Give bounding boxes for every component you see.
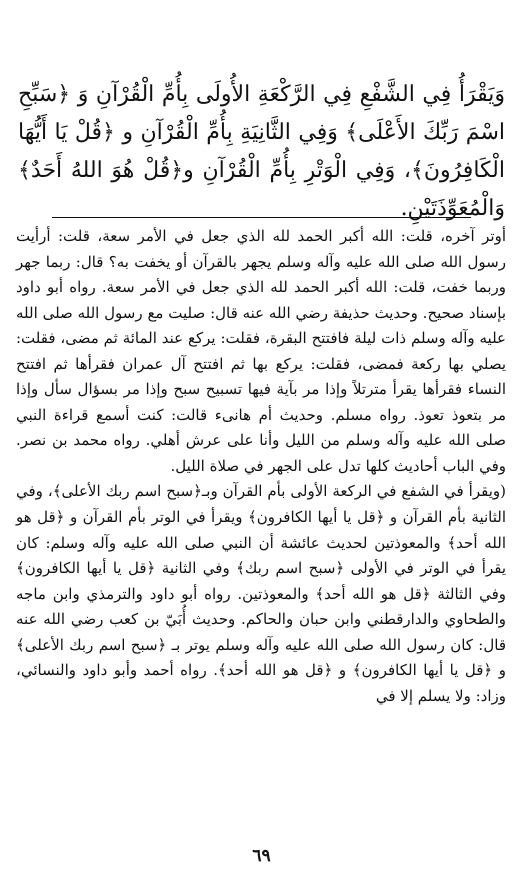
footnote-paragraph-1: أوتر آخره، قلت: الله أكبر الحمد لله الذي جعل في الأمر سعة، قلت: أرأيت رسول الله صلى الله عليه وآله وسلم يجهر بالقرآن أو يخفت به؟ قال: ربما جهر وربما خفت، قلت: الله أكبر الحمد لله الذي جعل في الأمر سعة. رواه أبو داود بإسناد صحيح. وحديث حذيفة رضي الله عنه قال: صليت مع رسول الله صلى الله عليه وآله وسلم ذات ليلة فافتتح البقرة، فقلت: يركع عند المائة ثم مضى، فقلت: يصلي بها ركعة فمضى، فقلت: يركع بها ثم افتتح آل عمران فقرأها ثم افتتح النساء فقرأها يقرأ مترتلاً وإذا مر بآية فيها تسبيح سبح وإذا مر بسؤال سأل وإذا مر بتعوذ تعوذ. رواه مسلم. وحديث أم هانىء قالت: كنت أسمع قراءة النبي صلى الله عليه وآله وسلم من الليل وأنا على عرش أهلي. رواه محمد بن نصر. وفي الباب أحاديث كلها تدل على الجهر في صلاة الليل. (16, 227, 506, 475)
page-number: ٦٩ (252, 846, 271, 866)
footnote-paragraph-2: (ويقرأ في الشفع في الركعة الأولى بأم القرآن وبـ﴿سبح اسم ربك الأعلى﴾، وفي الثانية بأم القرآن و ﴿قل يا أيها الكافرون﴾ ويقرأ في الوتر بأم القرآن و ﴿قل هو الله أحد﴾ والمعوذتين لحديث عائشة أن النبي صلى الله عليه وآله وسلم: كان يقرأ في الوتر في الأولى ﴿سبح اسم ربك﴾ وفي الثانية ﴿قل يا أيها الكافرون﴾ وفي الثالثة ﴿قل هو الله أحد﴾ والمعوذتين. رواه أبو داود والترمذي وابن ماجه والطحاوي والدارقطني وابن حبان والحاكم. وحديث أُبَيّ بن كعب رضي الله عنه قال: كان رسول الله صلى الله عليه وآله وسلم يوتر بـ ﴿سبح اسم ربك الأعلى﴾ و ﴿قل يا أيها الكافرون﴾ و ﴿قل هو الله أحد﴾. رواه أحمد وأبو داود والنسائي، وزاد: ولا يسلم إلا في (16, 482, 506, 705)
footnotes-block (16, 224, 506, 709)
main-text-paragraph: وَيَقْرَأُ فِي الشَّفْعِ فِي الرَّكْعَةِ الأُولَى بِأُمِّ الْقُرْآنِ وَ ﴿سَبِّحِ اسْمَ رَبِّكَ الأَعْلَى﴾ وَفِي الثَّانِيَةِ بِأُمِّ الْقُرْآنِ و ﴿قُلْ يَا أَيُّهَا الْكَافِرُونَ﴾، وَفِي الْوَتْرِ بِأُمِّ الْقُرْآنِ و﴿قُلْ هُوَ اللهُ أَحَدٌ﴾ وَالْمُعَوِّذَتَيْنِ. (18, 82, 505, 221)
main-text-block (18, 76, 505, 228)
footnote-separator (52, 217, 471, 218)
